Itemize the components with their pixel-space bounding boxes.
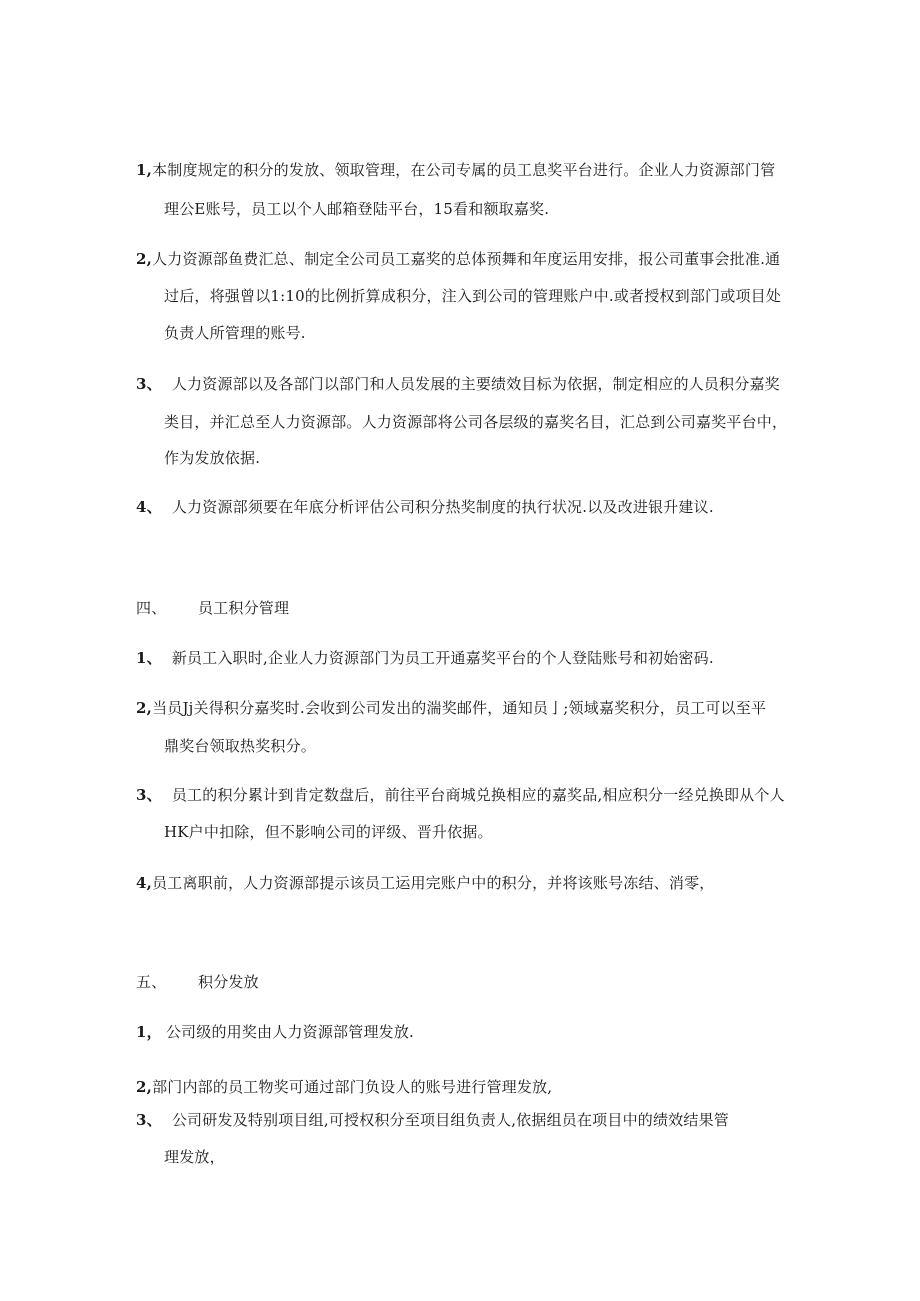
paragraph-1-line-1: [136, 160, 775, 180]
distribution-3-line-1: [136, 1110, 729, 1130]
paragraph-3-line-3: 作为发放依据.: [164, 449, 261, 467]
distribution-2-line-1: [136, 1077, 552, 1097]
paragraph-3-line-1: [136, 374, 780, 394]
paragraph-text: 人力资源部鱼费汇总、制定全公司员工嘉奖的总体预舞和年度运用安排，报公司董事会批准.通: [152, 250, 781, 268]
section-number: 四、: [136, 599, 167, 617]
paragraph-2-line-1: [136, 249, 780, 269]
management-4-line-1: [136, 873, 714, 893]
paragraph-2-line-3: 负责人所管理的账号.: [164, 324, 306, 342]
item-number: 1,: [136, 161, 153, 179]
paragraph-2-line-2: 过后，将强曾以1:10的比例折算成积分，注入到公司的管理账户中.或者授权到部门或项目处: [164, 287, 782, 305]
paragraph-text: 人力资源部以及各部门以部门和人员发展的主要绩效目标为依据，制定相应的人员积分嘉奖: [171, 375, 780, 393]
item-number: 2,: [136, 1078, 153, 1096]
management-3-line-2: HK户中扣除，但不影响公司的评级、晋升依据。: [164, 823, 493, 841]
item-number: 1，: [136, 1023, 162, 1041]
management-2-line-1: [136, 698, 766, 718]
paragraph-text: 新员工入职时,企业人力资源部门为员工开通嘉奖平台的个人登陆账号和初始密码.: [171, 649, 714, 667]
section-title: 积分发放: [198, 973, 259, 991]
item-number: 2,: [136, 250, 153, 268]
paragraph-text: 员工的积分累计到肯定数盘后，前往平台商城兑换相应的嘉奖品,相应积分一经兑换即从个人: [171, 786, 785, 804]
paragraph-1-line-2: 理公E账号，员工以个人邮箱登陆平台，15看和额取嘉奖.: [164, 200, 550, 218]
management-3-line-1: [136, 785, 785, 805]
section-heading-4: [136, 598, 289, 618]
item-number: 4、: [136, 498, 162, 516]
section-heading-5: [136, 972, 259, 992]
paragraph-3-line-2: 类目，并汇总至人力资源部。人力资源部将公司各层级的嘉奖名目，汇总到公司嘉奖平台中，: [164, 413, 788, 431]
distribution-3-line-2: 理发放，: [164, 1148, 225, 1166]
item-number: 2,: [136, 699, 153, 717]
paragraph-text: 本制度规定的积分的发放、领取管理，在公司专属的员工息奖平台进行。企业人力资源部门管: [152, 161, 776, 179]
paragraph-text: 员工离职前，人力资源部提示该员工运用完账户中的积分，并将该账号冻结、消零，: [152, 874, 715, 892]
paragraph-text: 公司级的用奖由人力资源部管理发放.: [165, 1023, 415, 1041]
item-number: 3、: [136, 786, 162, 804]
paragraph-text: 人力资源部须要在年底分析评估公司积分热奖制度的执行状况.以及改进银升建议.: [171, 498, 714, 516]
section-title: 员工积分管理: [198, 599, 290, 617]
item-number: 3、: [136, 1111, 162, 1129]
paragraph-4-line-1: [136, 497, 714, 517]
management-2-line-2: 鼎奖台领取热奖积分。: [164, 737, 317, 755]
paragraph-text: 公司研发及特别项目组,可授权积分至项目组负责人,依据组员在项目中的绩效结果管: [171, 1111, 729, 1129]
item-number: 3、: [136, 375, 162, 393]
section-number: 五、: [136, 973, 167, 991]
paragraph-text: 部门内部的员工物奖可通过部门负设人的账号进行管理发放,: [152, 1078, 553, 1096]
management-1-line-1: [136, 648, 714, 668]
paragraph-text: 当员Jj关得积分嘉奖时.会收到公司发出的湍奖邮件，通知员亅;领域嘉奖积分，员工可以至平: [152, 699, 767, 717]
item-number: 1、: [136, 649, 162, 667]
item-number: 4,: [136, 874, 153, 892]
distribution-1-line-1: [136, 1022, 414, 1042]
